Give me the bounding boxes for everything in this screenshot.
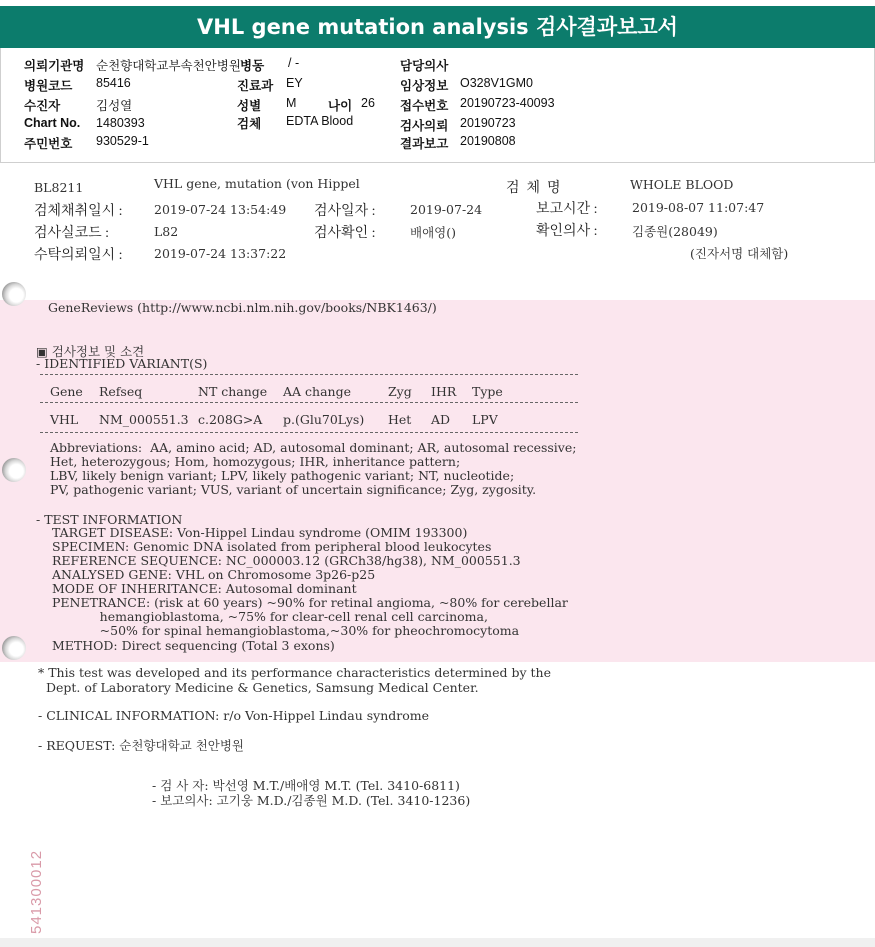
value-age: 26 <box>361 96 375 110</box>
report-time-label: 보고시간 : <box>536 202 598 217</box>
value-resident-no: 930529-1 <box>96 134 149 148</box>
developed-note: Dept. of Laboratory Medicine & Genetics, Samsung Medical Center. <box>38 680 479 695</box>
doctor-value: 김종원(28049) <box>632 224 718 239</box>
col-nt-change: NT change <box>198 384 268 399</box>
label-receipt-no: 접수번호 <box>400 99 449 113</box>
barcode-number-text: 541300012 <box>28 849 45 934</box>
label-chart-no: Chart No. <box>24 116 81 130</box>
col-type: Type <box>472 384 503 399</box>
cell-ihr: AD <box>431 412 451 427</box>
test-code: BL8211 <box>34 180 84 195</box>
col-refseq: Refseq <box>99 384 143 399</box>
cell-aa-change: p.(Glu70Lys) <box>283 412 365 427</box>
room-label: 검사실코드 : <box>34 226 110 241</box>
abbrev-line: PV, pathogenic variant; VUS, variant of uncertain significance; Zyg, zygosity. <box>50 482 537 497</box>
value-receipt-no: 20190723-40093 <box>460 96 555 110</box>
examiner-line: - 검 사 자: 박선영 M.T./배애영 M.T. (Tel. 3410-6811) <box>152 778 460 793</box>
value-result-report: 20190808 <box>460 134 516 148</box>
clinical-information: - CLINICAL INFORMATION: r/o Von-Hippel Lindau syndrome <box>38 708 430 723</box>
value-ward: / - <box>288 56 300 70</box>
identified-variants-title: - IDENTIFIED VARIANT(S) <box>36 356 208 371</box>
test-info-line: hemangioblastoma, ~75% for clear-cell renal cell carcinoma, <box>52 609 488 624</box>
label-clinical-info: 임상정보 <box>400 79 449 93</box>
test-info-line: ANALYSED GENE: VHL on Chromosome 3p26-p25 <box>52 567 376 582</box>
cell-gene: VHL <box>50 412 79 427</box>
cell-type: LPV <box>472 412 498 427</box>
reporter-line: - 보고의사: 고기웅 M.D./김종원 M.D. (Tel. 3410-1236) <box>152 793 471 808</box>
col-aa-change: AA change <box>283 384 351 399</box>
abbrev-line: Abbreviations: AA, amino acid; AD, autosomal dominant; AR, autosomal recessive; <box>50 440 577 455</box>
section-title: ▣ 검사정보 및 소견 <box>36 344 145 359</box>
table-top-rule <box>40 374 578 375</box>
punch-hole-top <box>2 282 26 306</box>
collect-value: 2019-07-24 13:54:49 <box>154 202 287 217</box>
confirm-value: 배애영() <box>410 225 456 240</box>
value-patient: 김성열 <box>96 99 133 113</box>
value-clinical-info: O328V1GM0 <box>460 76 533 90</box>
value-chart-no: 1480393 <box>96 116 145 130</box>
report-title: VHL gene mutation analysis 검사결과보고서 <box>197 15 678 39</box>
test-info-line: MODE OF INHERITANCE: Autosomal dominant <box>52 581 357 596</box>
barcode-number <box>28 828 48 938</box>
report-time-value: 2019-08-07 11:07:47 <box>632 200 765 215</box>
test-information-title: - TEST INFORMATION <box>36 512 183 527</box>
label-test-request: 검사의뢰 <box>400 119 449 133</box>
label-institution: 의뢰기관명 <box>24 59 85 73</box>
label-hospital-code: 병원코드 <box>24 79 73 93</box>
test-info-line: SPECIMEN: Genomic DNA isolated from peripheral blood leukocytes <box>52 539 492 554</box>
test-name: VHL gene, mutation (von Hippel <box>154 176 360 191</box>
test-info-line: METHOD: Direct sequencing (Total 3 exons) <box>52 638 335 653</box>
value-institution: 순천향대학교부속천안병원 <box>96 59 241 73</box>
test-info-line: PENETRANCE: (risk at 60 years) ~90% for retinal angioma, ~80% for cerebellar <box>52 595 568 610</box>
punch-hole-middle <box>2 458 26 482</box>
label-sex: 성별 <box>237 99 262 113</box>
value-specimen: EDTA Blood <box>286 114 354 128</box>
table-header-rule <box>40 402 578 403</box>
abbrev-line: LBV, likely benign variant; LPV, likely pathogenic variant; NT, nucleotide; <box>50 468 515 483</box>
request-time-label: 수탁의뢰일시 : <box>34 248 123 263</box>
punch-hole-bottom <box>2 636 26 660</box>
cell-zyg: Het <box>388 412 412 427</box>
test-info-line: TARGET DISEASE: Von-Hippel Lindau syndrome (OMIM 193300) <box>52 525 468 540</box>
collect-label: 검체채취일시 : <box>34 204 123 219</box>
room-value: L82 <box>154 224 179 239</box>
value-department: EY <box>286 76 303 90</box>
genereviews-link: GeneReviews (http://www.ncbi.nlm.nih.gov/books/NBK1463/) <box>48 300 437 315</box>
value-test-request: 20190723 <box>460 116 516 130</box>
label-department: 진료과 <box>237 79 274 93</box>
col-gene: Gene <box>50 384 83 399</box>
developed-note: * This test was developed and its performance characteristics determined by the <box>38 665 551 680</box>
label-specimen: 검체 <box>237 117 262 131</box>
request-line: - REQUEST: 순천향대학교 천안병원 <box>38 738 245 753</box>
label-resident-no: 주민번호 <box>24 137 73 151</box>
label-physician: 담당의사 <box>400 59 449 73</box>
bottom-edge <box>0 938 875 947</box>
request-time-value: 2019-07-24 13:37:22 <box>154 246 287 261</box>
col-zyg: Zyg <box>388 384 412 399</box>
value-hospital-code: 85416 <box>96 76 131 90</box>
test-info-line: REFERENCE SEQUENCE: NC_000003.12 (GRCh38/hg38), NM_000551.3 <box>52 553 521 568</box>
doctor-label: 확인의사 : <box>536 224 598 239</box>
label-ward: 병동 <box>240 59 265 73</box>
specimen-name-label: 검 체 명 <box>506 181 561 196</box>
cell-nt-change: c.208G>A <box>198 412 263 427</box>
abbrev-line: Het, heterozygous; Hom, homozygous; IHR, inheritance pattern; <box>50 454 461 469</box>
test-info-line: ~50% for spinal hemangioblastoma,~30% for pheochromocytoma <box>52 623 520 638</box>
label-result-report: 결과보고 <box>400 137 449 151</box>
test-date-label: 검사일자 : <box>314 204 376 219</box>
specimen-name-value: WHOLE BLOOD <box>630 177 734 192</box>
signature-note: (진자서명 대체함) <box>690 246 789 261</box>
confirm-label: 검사확인 : <box>314 226 376 241</box>
test-date-value: 2019-07-24 <box>410 202 483 217</box>
cell-refseq: NM_000551.3 <box>99 412 189 427</box>
label-patient: 수진자 <box>24 99 61 113</box>
col-ihr: IHR <box>431 384 457 399</box>
label-age: 나이 <box>328 99 353 113</box>
table-bottom-rule <box>40 432 578 433</box>
value-sex: M <box>286 96 297 110</box>
